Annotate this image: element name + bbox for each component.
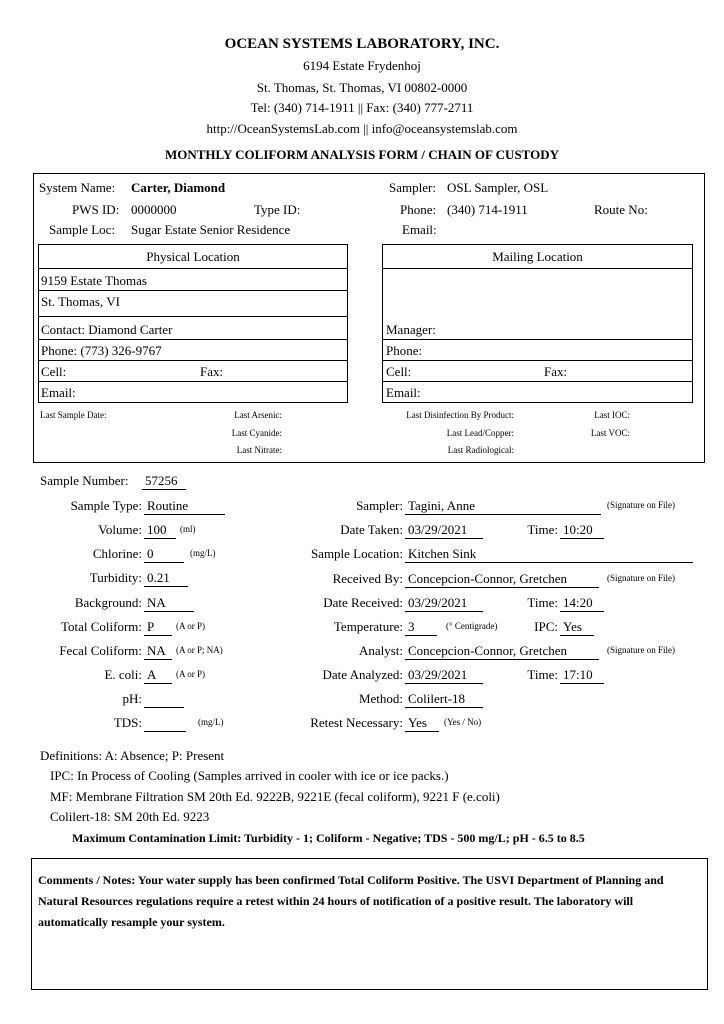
tds-label: TDS: — [113, 715, 142, 730]
tds-unit: (mg/L) — [198, 717, 224, 727]
system-sampler-value: OSL Sampler, OSL — [447, 180, 549, 195]
last-disinfection: Last Disinfection By Product: — [406, 410, 514, 420]
sample-loc-label: Sample Loc: — [49, 222, 116, 237]
last-nitrate: Last Nitrate: — [236, 445, 282, 455]
method-label: Method: — [358, 691, 403, 706]
temperature-value: 3 — [405, 618, 437, 636]
lab-name: OCEAN SYSTEMS LABORATORY, INC. — [224, 36, 500, 52]
retest-value: Yes — [405, 714, 439, 732]
mailing-cell: Cell: — [386, 364, 412, 379]
date-taken-value: 03/29/2021 — [405, 521, 483, 539]
definitions-line2: IPC: In Process of Cooling (Samples arrived in cooler with ice or ice packs.) — [50, 768, 449, 783]
time-received-label: Time: — [527, 595, 558, 610]
physical-address-line2: St. Thomas, VI — [41, 294, 120, 309]
sampler-signature-note: (Signature on File) — [607, 500, 675, 510]
ipc-label: IPC: — [534, 619, 558, 634]
mailing-manager: Manager: — [386, 322, 436, 337]
temperature-label: Temperature: — [333, 619, 403, 634]
mailing-fax: Fax: — [544, 364, 568, 379]
background-value: NA — [144, 594, 194, 612]
type-id-label: Type ID: — [254, 202, 301, 217]
pws-id-value: 0000000 — [131, 202, 177, 217]
chlorine-label: Chlorine: — [92, 546, 142, 561]
time-taken-value: 10:20 — [560, 521, 604, 539]
physical-address-line1: 9159 Estate Thomas — [41, 273, 147, 288]
fecal-coliform-value: NA — [144, 642, 172, 660]
last-radiological: Last Radiological: — [447, 445, 514, 455]
date-taken-label: Date Taken: — [340, 522, 403, 537]
sample-loc-value: Sugar Estate Senior Residence — [131, 222, 291, 237]
sample-number-value: 57256 — [142, 472, 186, 490]
date-analyzed-value: 03/29/2021 — [405, 666, 483, 684]
sample-type-label: Sample Type: — [70, 498, 142, 513]
volume-value: 100 — [144, 521, 176, 539]
method-value: Colilert-18 — [405, 690, 483, 708]
volume-label: Volume: — [98, 522, 142, 537]
volume-unit: (ml) — [180, 524, 196, 534]
fecal-coliform-label: Fecal Coliform: — [59, 643, 142, 658]
physical-email: Email: — [41, 385, 76, 400]
definitions-line1: Definitions: A: Absence; P: Present — [40, 748, 225, 763]
turbidity-label: Turbidity: — [89, 570, 142, 585]
sample-location-value: Kitchen Sink — [405, 545, 693, 563]
ph-label: pH: — [122, 691, 142, 706]
total-coliform-value: P — [144, 618, 172, 636]
physical-cell: Cell: — [41, 364, 67, 379]
ipc-value: Yes — [560, 618, 594, 636]
retest-unit: (Yes / No) — [444, 717, 482, 727]
last-ioc: Last IOC: — [594, 410, 630, 420]
physical-contact: Contact: Diamond Carter — [41, 322, 173, 337]
definitions-line4: Colilert-18: SM 20th Ed. 9223 — [50, 809, 210, 824]
analyst-label: Analyst: — [358, 643, 403, 658]
definitions-line3: MF: Membrane Filtration SM 20th Ed. 9222B, 9221E (fecal coliform), 9221 F (e.coli) — [50, 789, 500, 804]
sample-location-label: Sample Location: — [310, 546, 403, 561]
last-arsenic: Last Arsenic: — [234, 410, 282, 420]
lab-address-line1: 6194 Estate Frydenhoj — [303, 58, 421, 73]
ecoli-value: A — [144, 666, 172, 684]
system-phone-label: Phone: — [400, 202, 437, 217]
time-received-value: 14:20 — [560, 594, 604, 612]
total-coliform-label: Total Coliform: — [60, 619, 142, 634]
time-analyzed-label: Time: — [527, 667, 558, 682]
route-no-label: Route No: — [594, 202, 648, 217]
tds-value-line — [144, 731, 186, 732]
sampler-value: Tagini, Anne — [405, 497, 601, 515]
sample-number-label: Sample Number: — [40, 473, 129, 488]
ph-value-line — [144, 707, 184, 708]
sample-type-value: Routine — [144, 497, 225, 515]
background-label: Background: — [74, 595, 142, 610]
total-coliform-unit: (A or P) — [176, 621, 205, 631]
system-name-label: System Name: — [39, 180, 116, 195]
system-sampler-label: Sampler: — [389, 180, 436, 195]
last-cyanide: Last Cyanide: — [231, 428, 282, 438]
last-sample-date: Last Sample Date: — [40, 410, 107, 420]
last-voc: Last VOC: — [590, 428, 630, 438]
last-lead-copper: Last Lead/Copper: — [446, 428, 514, 438]
received-by-signature-note: (Signature on File) — [607, 573, 675, 583]
date-received-label: Date Received: — [323, 595, 403, 610]
physical-fax: Fax: — [200, 364, 224, 379]
system-name-value: Carter, Diamond — [131, 180, 226, 195]
temperature-unit: (° Centigrade) — [446, 621, 498, 631]
lab-phone-fax: Tel: (340) 714-1911 || Fax: (340) 777-2711 — [250, 100, 474, 115]
chlorine-unit: (mg/L) — [190, 548, 216, 558]
lab-web-email: http://OceanSystemsLab.com || info@oceansystemslab.com — [206, 121, 518, 136]
date-analyzed-label: Date Analyzed: — [322, 667, 403, 682]
lab-address-line2: St. Thomas, St. Thomas, VI 00802-0000 — [256, 80, 468, 95]
date-received-value: 03/29/2021 — [405, 594, 483, 612]
time-taken-label: Time: — [527, 522, 558, 537]
comments-text: Comments / Notes: Your water supply has been confirmed Total Coliform Positive. The USVI Department of Planning and Natural Resources regulations require a retest within 24 hours of notification of a positive result. The laboratory will automatically resample your system. — [38, 873, 664, 929]
ecoli-unit: (A or P) — [176, 669, 205, 679]
mailing-email: Email: — [386, 385, 421, 400]
system-email-label: Email: — [402, 222, 437, 237]
analyst-signature-note: (Signature on File) — [607, 645, 675, 655]
mailing-phone: Phone: — [386, 343, 423, 358]
physical-phone: Phone: (773) 326-9767 — [41, 343, 162, 358]
retest-label: Retest Necessary: — [310, 715, 403, 730]
received-by-value: Concepcion-Connor, Gretchen — [405, 570, 599, 588]
analyst-value: Concepcion-Connor, Gretchen — [405, 642, 599, 660]
system-phone-value: (340) 714-1911 — [447, 202, 528, 217]
time-analyzed-value: 17:10 — [560, 666, 604, 684]
ecoli-label: E. coli: — [104, 667, 142, 682]
mailing-location-title: Mailing Location — [492, 249, 583, 264]
sampler-label: Sampler: — [356, 498, 403, 513]
physical-location-title: Physical Location — [146, 249, 240, 264]
turbidity-value: 0.21 — [144, 569, 188, 587]
pws-id-label: PWS ID: — [72, 202, 120, 217]
form-title: MONTHLY COLIFORM ANALYSIS FORM / CHAIN OF CUSTODY — [164, 147, 560, 162]
chlorine-value: 0 — [144, 545, 184, 563]
received-by-label: Received By: — [332, 571, 403, 586]
max-contamination-limit: Maximum Contamination Limit: Turbidity - 1; Coliform - Negative; TDS - 500 mg/L; pH - 6.5 to 8.5 — [72, 831, 585, 845]
fecal-coliform-unit: (A or P; NA) — [176, 645, 223, 655]
